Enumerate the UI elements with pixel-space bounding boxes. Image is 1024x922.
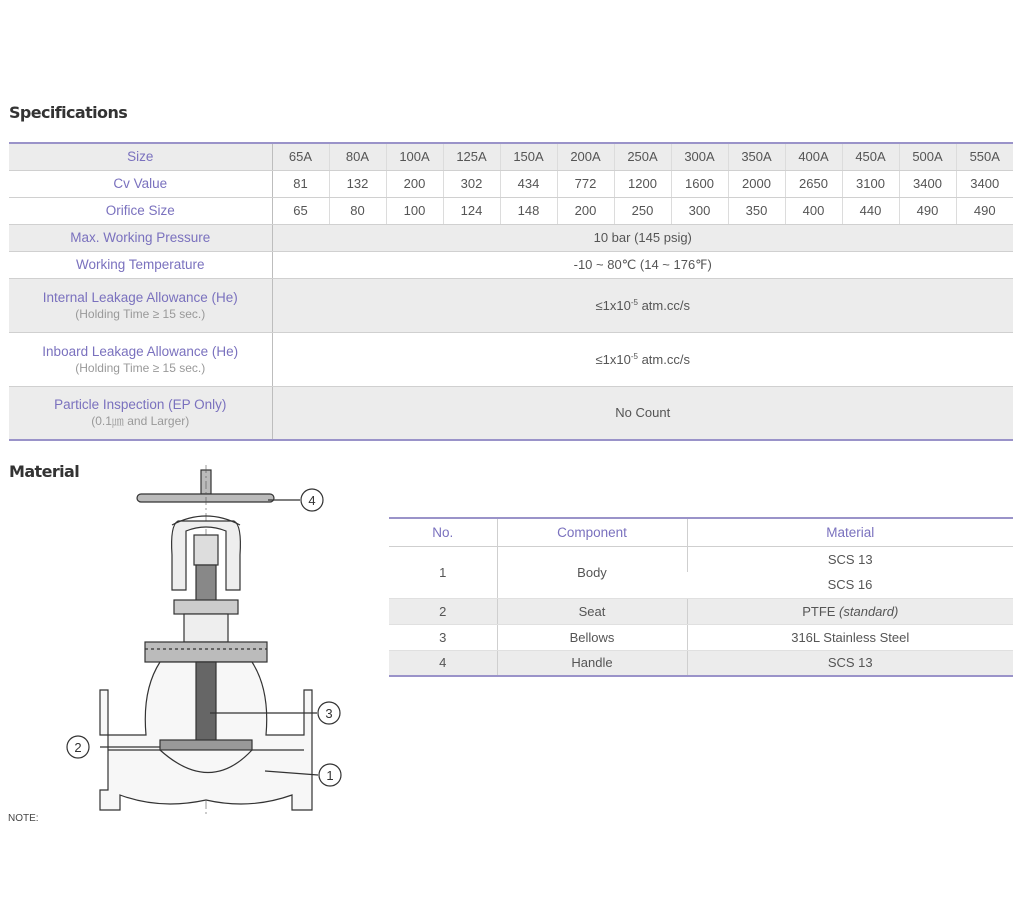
cv-cell: 302 xyxy=(443,170,500,197)
size-cell: 350A xyxy=(728,143,785,170)
row-temperature xyxy=(9,251,1013,278)
cv-cell: 3400 xyxy=(899,170,956,197)
orifice-cell: 148 xyxy=(500,197,557,224)
stem-nut xyxy=(196,565,216,605)
inboard-leak-exp: -5 xyxy=(630,351,638,361)
cv-cell: 1600 xyxy=(671,170,728,197)
internal-leakage-sub: (Holding Time ≥ 15 sec.) xyxy=(75,306,206,321)
cv-cell: 3100 xyxy=(842,170,899,197)
inboard-leakage-value xyxy=(272,332,1013,386)
internal-leak-pre: ≤1x10 xyxy=(595,297,631,313)
label-temperature: Working Temperature xyxy=(9,251,272,278)
orifice-cell: 65 xyxy=(272,197,329,224)
inboard-leakage-sub: (Holding Time ≥ 15 sec.) xyxy=(75,360,206,375)
row-cv xyxy=(9,170,1013,197)
pressure-value: 10 bar (145 psig) xyxy=(272,224,1013,251)
cv-cell: 2650 xyxy=(785,170,842,197)
callout-3: 3 xyxy=(325,706,333,721)
material-no: 4 xyxy=(389,650,497,676)
cv-cell: 772 xyxy=(557,170,614,197)
particle-sub: (0.1㎛ and Larger) xyxy=(91,414,190,429)
valve-drawing xyxy=(60,465,345,825)
cv-cell: 81 xyxy=(272,170,329,197)
size-cell: 80A xyxy=(329,143,386,170)
orifice-cell: 400 xyxy=(785,197,842,224)
orifice-cell: 80 xyxy=(329,197,386,224)
label-size: Size xyxy=(9,143,272,170)
size-cell: 125A xyxy=(443,143,500,170)
row-orifice xyxy=(9,197,1013,224)
bonnet-flange-top xyxy=(174,600,238,614)
label-pressure: Max. Working Pressure xyxy=(9,224,272,251)
bellows xyxy=(196,662,216,742)
internal-leakage-value xyxy=(272,278,1013,332)
size-cell: 300A xyxy=(671,143,728,170)
seat-material-note: (standard) xyxy=(839,603,899,619)
material-no: 2 xyxy=(389,598,497,624)
size-cell: 100A xyxy=(386,143,443,170)
material-row xyxy=(389,624,1013,650)
particle-value: No Count xyxy=(272,386,1013,440)
label-cv: Cv Value xyxy=(9,170,272,197)
cv-cell: 3400 xyxy=(956,170,1013,197)
material-value: SCS 13 xyxy=(687,650,1013,676)
material-table xyxy=(389,517,1013,677)
material-value xyxy=(687,598,1013,624)
callout-4: 4 xyxy=(308,493,316,508)
material-heading: Material xyxy=(9,462,80,481)
label-inboard-leakage xyxy=(9,332,272,386)
orifice-cell: 100 xyxy=(386,197,443,224)
inboard-leak-pre: ≤1x10 xyxy=(595,351,631,367)
row-inboard-leakage xyxy=(9,332,1013,386)
label-particle xyxy=(9,386,272,440)
size-cell: 500A xyxy=(899,143,956,170)
size-cell: 550A xyxy=(956,143,1013,170)
size-cell: 200A xyxy=(557,143,614,170)
bonnet xyxy=(184,614,228,642)
material-row xyxy=(389,546,1013,572)
specifications-table xyxy=(9,142,1013,441)
material-component: Handle xyxy=(497,650,687,676)
orifice-cell: 490 xyxy=(899,197,956,224)
material-component: Bellows xyxy=(497,624,687,650)
cv-cell: 1200 xyxy=(614,170,671,197)
callout-1: 1 xyxy=(326,768,334,783)
size-cell: 450A xyxy=(842,143,899,170)
row-size xyxy=(9,143,1013,170)
inboard-leakage-title: Inboard Leakage Allowance (He) xyxy=(42,343,239,359)
seat-material: PTFE xyxy=(802,603,840,619)
header-material: Material xyxy=(687,518,1013,546)
particle-title: Particle Inspection (EP Only) xyxy=(54,397,227,413)
cv-cell: 2000 xyxy=(728,170,785,197)
material-no: 1 xyxy=(389,546,497,598)
size-cell: 65A xyxy=(272,143,329,170)
size-cell: 250A xyxy=(614,143,671,170)
material-value: SCS 13 xyxy=(687,546,1013,572)
internal-leak-post: atm.cc/s xyxy=(637,297,690,313)
yoke-nut xyxy=(194,535,218,565)
orifice-cell: 200 xyxy=(557,197,614,224)
orifice-cell: 440 xyxy=(842,197,899,224)
temperature-value: -10 ~ 80℃ (14 ~ 176℉) xyxy=(272,251,1013,278)
callout-2: 2 xyxy=(74,740,82,755)
row-particle xyxy=(9,386,1013,440)
row-internal-leakage xyxy=(9,278,1013,332)
seat xyxy=(160,740,252,750)
orifice-cell: 490 xyxy=(956,197,1013,224)
orifice-cell: 300 xyxy=(671,197,728,224)
material-no: 3 xyxy=(389,624,497,650)
material-value: SCS 16 xyxy=(687,572,1013,598)
cv-cell: 132 xyxy=(329,170,386,197)
size-cell: 400A xyxy=(785,143,842,170)
header-component: Component xyxy=(497,518,687,546)
material-row xyxy=(389,650,1013,676)
inboard-leak-post: atm.cc/s xyxy=(637,351,690,367)
material-value: 316L Stainless Steel xyxy=(687,624,1013,650)
row-pressure xyxy=(9,224,1013,251)
material-header-row xyxy=(389,518,1013,546)
internal-leakage-title: Internal Leakage Allowance (He) xyxy=(42,289,238,305)
material-component: Seat xyxy=(497,598,687,624)
material-row xyxy=(389,598,1013,624)
note-label: NOTE: xyxy=(8,813,39,822)
size-cell: 150A xyxy=(500,143,557,170)
cv-cell: 434 xyxy=(500,170,557,197)
label-orifice: Orifice Size xyxy=(9,197,272,224)
body-flange xyxy=(145,642,267,662)
cv-cell: 200 xyxy=(386,170,443,197)
label-internal-leakage xyxy=(9,278,272,332)
specifications-heading: Specifications xyxy=(9,103,128,122)
orifice-cell: 124 xyxy=(443,197,500,224)
header-no: No. xyxy=(389,518,497,546)
handwheel xyxy=(137,494,274,502)
material-component: Body xyxy=(497,546,687,598)
internal-leak-exp: -5 xyxy=(630,297,638,307)
orifice-cell: 350 xyxy=(728,197,785,224)
orifice-cell: 250 xyxy=(614,197,671,224)
